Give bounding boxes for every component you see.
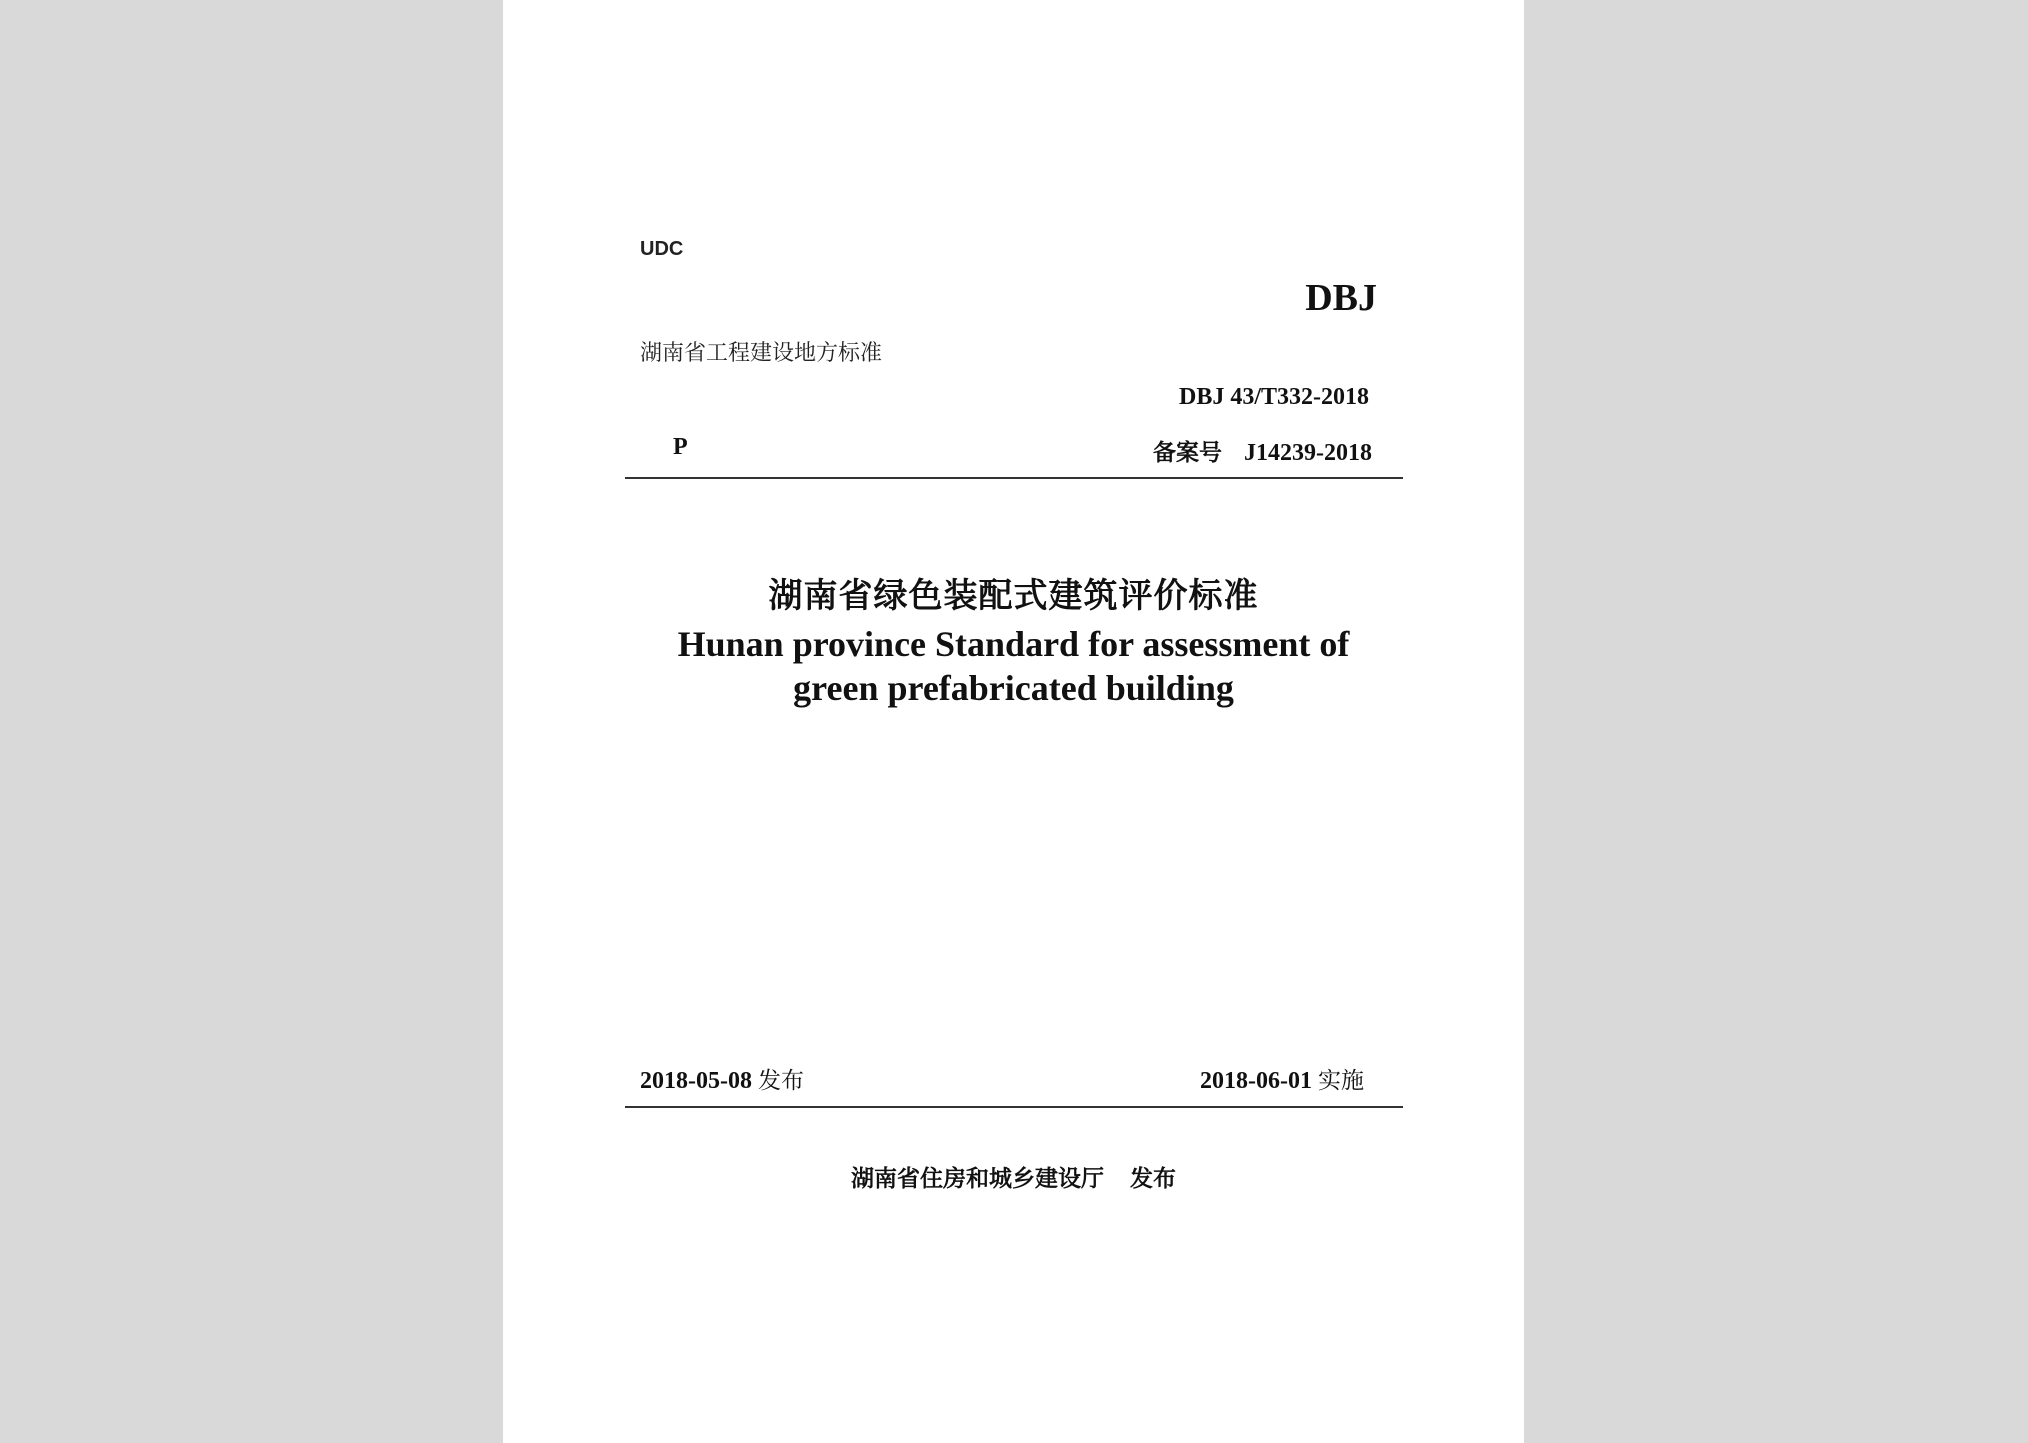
- title-chinese: 湖南省绿色装配式建筑评价标准: [768, 576, 1259, 616]
- effective-label: 实施: [1318, 1068, 1364, 1094]
- record-label: 备案号: [1153, 440, 1222, 466]
- title-english-line2: green prefabricated building: [793, 668, 1234, 708]
- province-standard-label: 湖南省工程建设地方标准: [640, 341, 883, 366]
- title-english-line1: Hunan province Standard for assessment of: [677, 624, 1350, 664]
- standard-number: DBJ 43/T332-2018: [1178, 384, 1369, 410]
- record-number-line: [1153, 434, 1372, 467]
- publisher-name: 湖南省住房和城乡建设厅: [851, 1166, 1104, 1192]
- issue-date-line: [640, 1062, 804, 1095]
- publisher-action: 发布: [1130, 1166, 1176, 1192]
- document-page: [503, 0, 1524, 1443]
- issue-label: 发布: [757, 1068, 804, 1094]
- title-block: [503, 570, 1524, 710]
- issue-date: 2018-05-08: [640, 1068, 752, 1094]
- publisher-line: [503, 1160, 1524, 1193]
- record-number: J14239-2018: [1244, 440, 1372, 466]
- effective-date-line: [1200, 1062, 1364, 1095]
- effective-date: 2018-06-01: [1200, 1068, 1312, 1094]
- dbj-code: DBJ: [1305, 277, 1377, 319]
- category-label: P: [673, 434, 688, 460]
- bottom-divider: [625, 1106, 1403, 1108]
- top-divider: [625, 477, 1403, 479]
- udc-label: UDC: [640, 238, 684, 260]
